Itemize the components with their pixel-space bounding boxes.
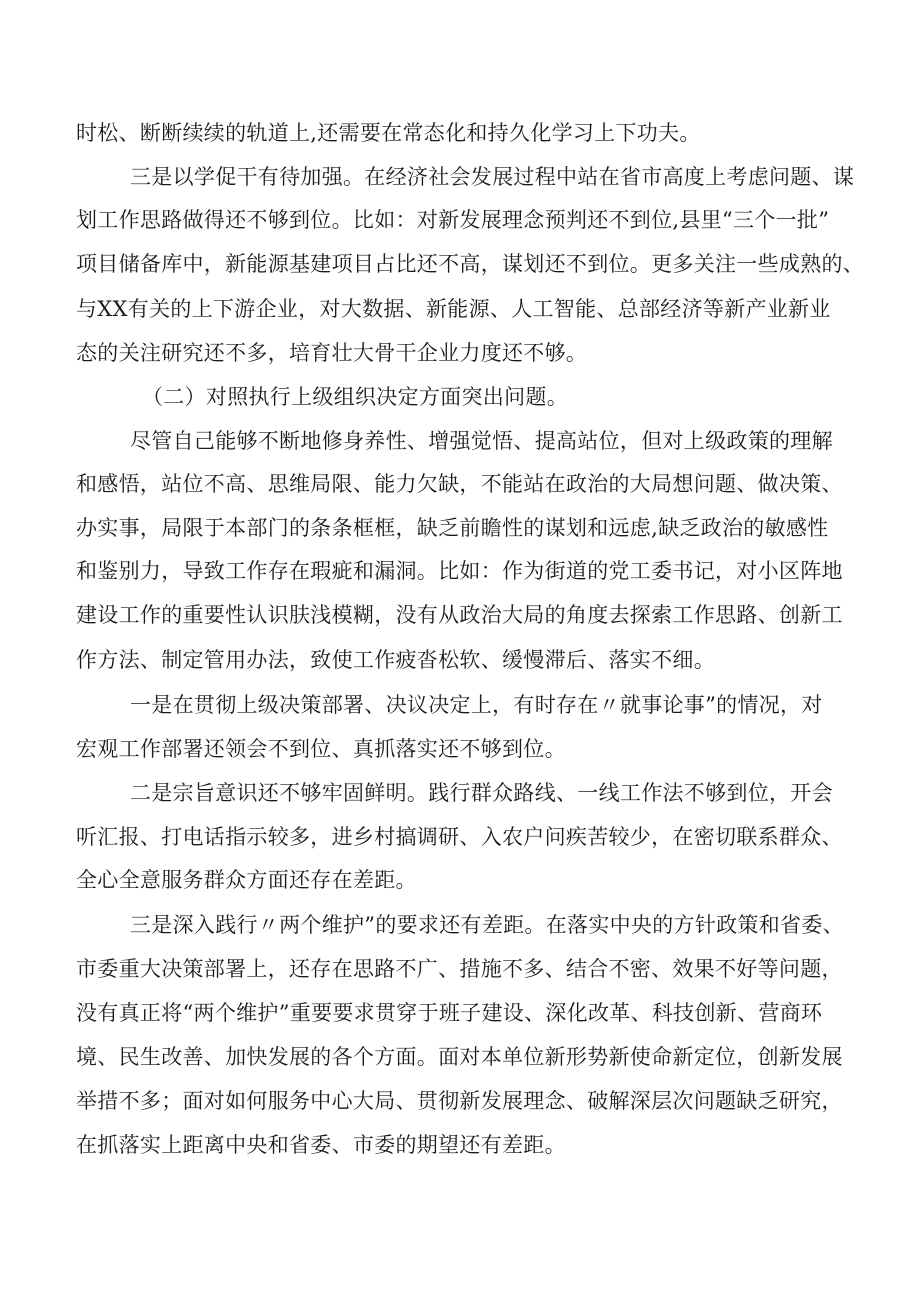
text-line: 没有真正将“两个维护”重要要求贯穿于班子建设、深化改革、科技创新、营商环 [76,1001,823,1025]
text-line: 建设工作的重要性认识肤浅模糊，没有从政治大局的角度去探索工作思路、创新工 [76,603,843,627]
text-line: 市委重大决策部署上，还存在思路不广、措施不多、结合不密、效果不好等问题， [76,957,843,981]
text-line: 在抓落实上距离中央和省委、市委的期望还有差距。 [76,1133,566,1157]
text-line: 办实事，局限于本部门的条条框框，缺乏前瞻性的谋划和远虑,缺乏政治的敏感性 [76,516,829,540]
text-line: 时松、断断续续的轨道上,还需要在常态化和持久化学习上下功夫。 [76,121,701,145]
text-line: 划工作思路做得还不够到位。比如：对新发展理念预判还不到位,县里“三个一批” [76,208,830,232]
section-heading: （二）对照执行上级组织决定方面突出问题。 [142,385,568,409]
text-line: 项目储备库中，新能源基建项目占比还不高，谋划还不到位。更多关注一些成熟的、 [76,252,865,276]
text-line: 与XX有关的上下游企业，对大数据、新能源、人工智能、总部经济等新产业新业 [76,297,831,321]
text-line: 举措不多；面对如何服务中心大局、贯彻新发展理念、破解深层次问题缺乏研究， [76,1089,843,1113]
text-line: 作方法、制定管用办法，致使工作疲沓松软、缓慢滞后、落实不细。 [76,648,715,672]
text-line: 三是以学促干有待加强。在经济社会发展过程中站在省市高度上考虑问题、谋 [130,165,855,189]
text-line: 和鉴别力，导致工作存在瑕疵和漏洞。比如：作为街道的党工委书记，对小区阵地 [76,559,843,583]
text-line: 境、民生改善、加快发展的各个方面。面对本单位新形势新使命新定位，创新发展 [76,1045,843,1069]
text-line: 二是宗旨意识还不够牢固鲜明。践行群众路线、一线工作法不够到位，开会 [130,781,833,805]
text-line: 宏观工作部署还领会不到位、真抓落实还不够到位。 [76,737,566,761]
text-line: 三是深入践行〃两个维护”的要求还有差距。在落实中央的方针政策和省委、 [130,913,844,937]
text-line: 和感悟，站位不高、思维局限、能力欠缺，不能站在政治的大局想问题、做决策、 [76,472,843,496]
text-line: 全心全意服务群众方面还存在差距。 [76,868,417,892]
text-line: 听汇报、打电话指示较多，进乡村搞调研、入农户问疾苦较少，在密切联系群众、 [76,825,843,849]
text-line: 一是在贯彻上级决策部署、决议决定上，有时存在〃就事论事”的情况，对 [130,693,823,717]
text-line: 态的关注研究还不多，培育壮大骨干企业力度还不够。 [76,341,588,365]
text-line: 尽管自己能够不断地修身养性、增强觉悟、提高站位，但对上级政策的理解 [130,429,833,453]
